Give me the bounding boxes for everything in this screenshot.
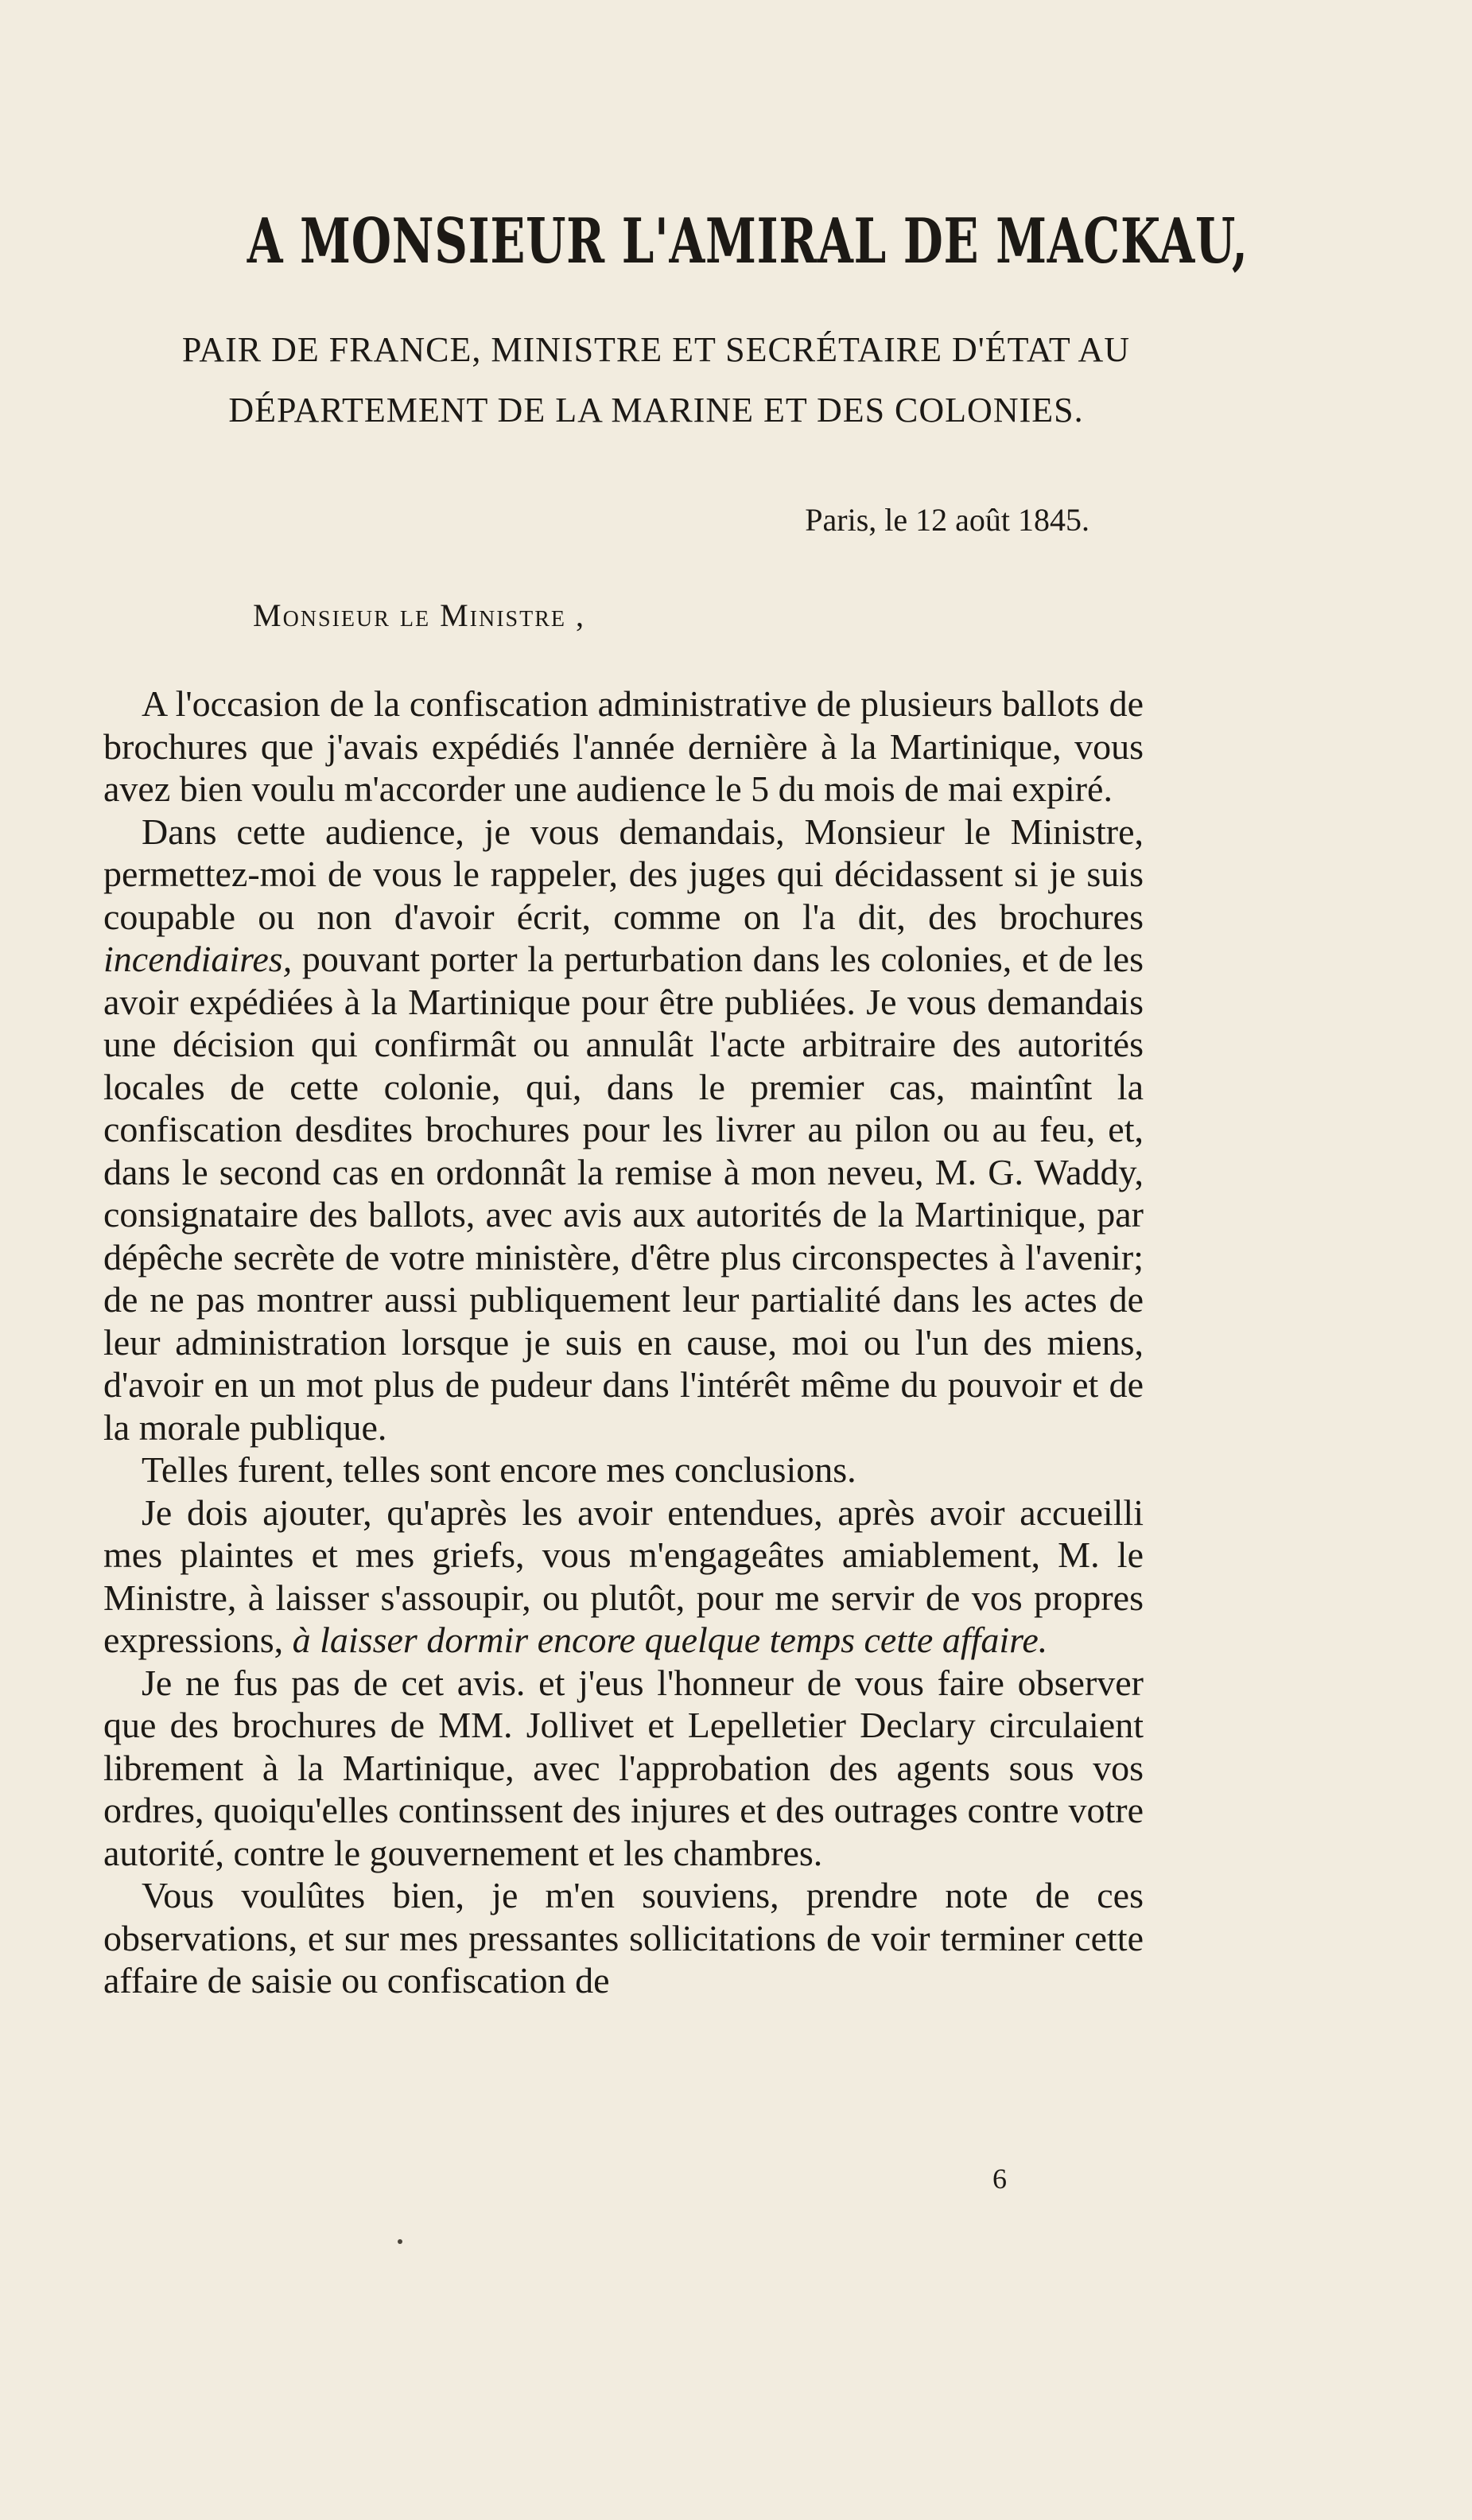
ink-speck [398,2239,402,2244]
paragraph-4-text-start: Je dois ajouter, qu'après les avoir entendues, après avoir accueilli mes plaintes et mes griefs, vous m'engageâtes amiablement, M. le Ministre, à laisser s'assoupir, ou plutôt, pour me servir de vos propres expressions, [103,1491,1144,1660]
dateline: Paris, le 12 août 1845. [805,502,1089,538]
paragraph-3: Telles furent, telles sont encore mes conclusions. [142,1449,856,1490]
page-number: 6 [992,2163,1007,2195]
page-title: A MONSIEUR L'AMIRAL DE MACKAU, [247,205,1249,278]
paragraph-1: A l'occasion de la confiscation administrative de plusieurs ballots de brochures que j'avais expédiés l'année dernière à la Martinique, vous avez bien voulu m'accorder une audience le 5 du mois de mai expiré. [103,683,1144,809]
letter-body [103,682,1144,2002]
paragraph-4-italic: à laisser dormir encore quelque temps cette affaire. [292,1620,1048,1660]
paragraph-5: Je ne fus pas de cet avis. et j'eus l'honneur de vous faire observer que des brochures de MM. Jollivet et Lepelletier Declary circulaient librement à la Martinique, avec l'approbation des agents sous vos ordres, quoiqu'elles continssent des injures et des outrages contre votre autorité, contre le gouvernement et les chambres. [103,1662,1144,1873]
paragraph-2 [103,811,1144,1449]
paragraph-6: Vous voulûtes bien, je m'en souviens, prendre note de ces observations, et sur mes pressantes sollicitations de voir terminer cette affaire de saisie ou confiscation de [103,1875,1144,2001]
paragraph-4 [103,1491,1144,1662]
salutation: Monsieur le Ministre , [253,597,586,633]
paragraph-2-italic: incendiaires, [103,939,293,979]
paragraph-2-text-start: Dans cette audience, je vous demandais, Monsieur le Ministre, permettez-moi de vous le rappeler, des juges qui décidassent si je suis coupable ou non d'avoir écrit, comme on l'a dit, des brochures [103,811,1144,937]
paragraph-2-text-end: pouvant porter la perturbation dans les colonies, et de les avoir expédiées à la Martinique pour être publiées. Je vous demandais une décision qui confirmât ou annulât l'acte arbitraire des autorités locales de cette colonie, qui, dans le premier cas, maintînt la confiscation desdites brochures pour les livrer au pilon ou au feu, et, dans le second cas en ordonnât la remise à mon neveu, M. G. Waddy, consignataire des ballots, avec avis aux autorités de la Martinique, par dépêche secrète de votre ministère, d'être plus circonspectes à l'avenir; de ne pas montrer aussi publiquement leur partialité dans les actes de leur administration lorsque je suis en cause, moi ou l'un des miens, d'avoir en un mot plus de pudeur dans l'intérêt même du pouvoir et de la morale publique. [103,939,1144,1448]
subtitle-line-2: DÉPARTEMENT DE LA MARINE ET DES COLONIES. [228,391,1084,430]
subtitle-line-1: PAIR DE FRANCE, MINISTRE ET SECRÉTAIRE D'ÉTAT AU [181,330,1131,369]
